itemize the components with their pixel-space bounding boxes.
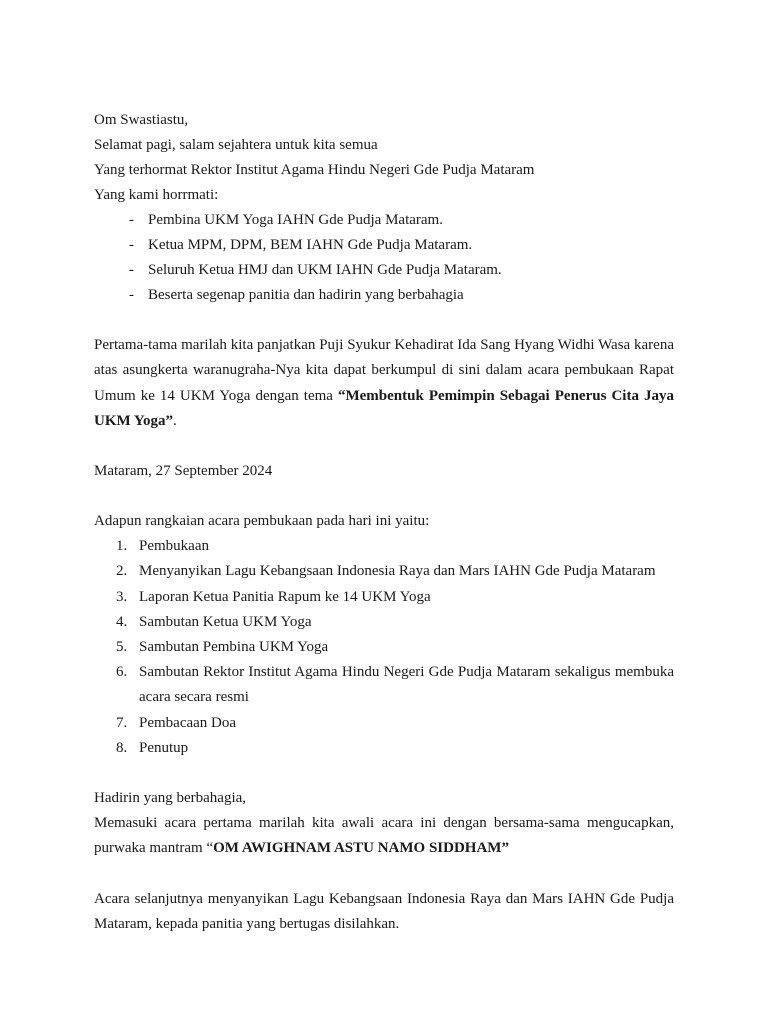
respected-intro: Yang kami horrmati: [94, 187, 219, 203]
first-event-text: Memasuki acara pertama marilah kita awali acara ini dengan bersama-sama mengucapkan, purwaka mantram “ [94, 815, 674, 857]
agenda-number: 2. [116, 563, 128, 580]
greeting: Om Swastiastu, [94, 112, 189, 128]
opening-end: . [173, 412, 177, 429]
dash-marker: - [129, 262, 134, 278]
next-event-paragraph: Acara selanjutnya menyanyikan Lagu Kebangsaan Indonesia Raya dan Mars IAHN Gde Pudja Mataram, kepada panitia yang bertugas disilahkan. [94, 890, 674, 932]
agenda-item [94, 660, 674, 710]
agenda-number: 6. [116, 664, 128, 681]
list-item-text: Ketua MPM, DPM, BEM IAHN Gde Pudja Mataram. [148, 237, 473, 253]
agenda-item [94, 585, 674, 610]
agenda-number: 7. [116, 714, 128, 731]
mantra: OM AWIGHNAM ASTU NAMO SIDDHAM” [213, 840, 509, 857]
list-item [94, 233, 674, 258]
list-item-text: Seluruh Ketua HMJ dan UKM IAHN Gde Pudja Mataram. [148, 262, 502, 278]
agenda-item [94, 534, 674, 559]
opening-paragraph [94, 333, 674, 434]
audience-greeting: Hadirin yang berbahagia, [94, 790, 247, 807]
agenda-item [94, 610, 674, 635]
agenda-text: Sambutan Pembina UKM Yoga [139, 639, 329, 655]
salutation: Selamat pagi, salam sejahtera untuk kita semua [94, 137, 378, 153]
agenda-text: Pembukaan [139, 538, 209, 555]
list-item [94, 258, 674, 283]
agenda-number: 1. [116, 538, 128, 555]
agenda-item [94, 559, 674, 584]
first-event-paragraph [94, 811, 674, 862]
list-item-text: Beserta segenap panitia dan hadirin yang berbahagia [148, 287, 464, 303]
agenda-item [94, 711, 674, 736]
agenda-text: Sambutan Ketua UKM Yoga [139, 613, 312, 630]
agenda-list [94, 534, 674, 761]
place-date: Mataram, 27 September 2024 [94, 463, 273, 480]
opening-text: Pertama-tama marilah kita panjatkan Puji Syukur Kehadirat Ida Sang Hyang Widhi Wasa karena atas asungkerta waranugraha-Nya kita dapat berkumpul di sini dalam acara pembukaan Rapat Umum ke 14 UKM Yoga dengan tema [94, 337, 674, 404]
dash-marker: - [129, 287, 134, 303]
agenda-number: 3. [116, 588, 128, 605]
agenda-item [94, 635, 674, 660]
agenda-number: 8. [116, 739, 128, 756]
agenda-number: 4. [116, 613, 128, 630]
agenda-number: 5. [116, 639, 128, 655]
event-theme: “Membentuk Pemimpin Sebagai Penerus Cita Jaya UKM Yoga” [94, 387, 674, 429]
agenda-text: Penutup [139, 739, 189, 756]
agenda-text: Menyanyikan Lagu Kebangsaan Indonesia Raya dan Mars IAHN Gde Pudja Mataram [139, 563, 656, 580]
agenda-text: Laporan Ketua Panitia Rapum ke 14 UKM Yoga [139, 588, 431, 605]
agenda-text: Pembacaan Doa [139, 714, 237, 731]
agenda-text: Sambutan Rektor Institut Agama Hindu Negeri Gde Pudja Mataram sekaligus membuka acara secara resmi [139, 664, 674, 706]
document-page [94, 108, 674, 937]
list-item [94, 283, 674, 308]
respected-list [94, 208, 674, 308]
honored-rector: Yang terhormat Rektor Institut Agama Hindu Negeri Gde Pudja Mataram [94, 162, 535, 178]
list-item-text: Pembina UKM Yoga IAHN Gde Pudja Mataram. [148, 212, 443, 228]
agenda-item [94, 736, 674, 761]
dash-marker: - [129, 212, 134, 228]
agenda-intro: Adapun rangkaian acara pembukaan pada hari ini yaitu: [94, 513, 430, 530]
dash-marker: - [129, 237, 134, 253]
list-item [94, 208, 674, 233]
